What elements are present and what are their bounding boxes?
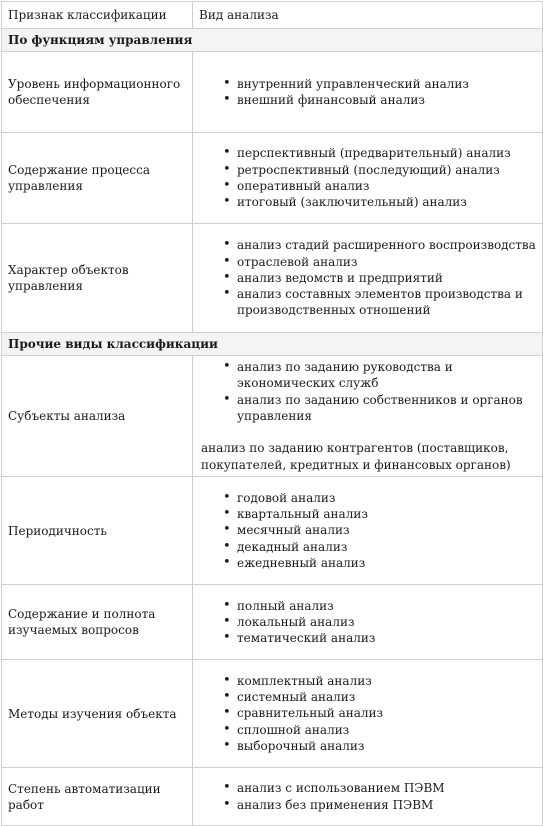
analysis-type-list (199, 359, 536, 424)
table-row (2, 356, 543, 477)
list-item: • полный анализ (223, 598, 536, 614)
table-row (2, 224, 543, 333)
table-row (2, 585, 543, 660)
table-row (2, 477, 543, 585)
analysis-types-cell (193, 660, 543, 768)
list-item: • сравнительный анализ (223, 705, 536, 721)
analysis-types-cell (193, 356, 543, 477)
criterion-label: Степень автоматизации работ (2, 768, 193, 826)
list-item: • месячный анализ (223, 522, 536, 538)
list-item: • внешний финансовый анализ (223, 92, 536, 108)
list-item: • годовой анализ (223, 490, 536, 506)
list-item: • выборочный анализ (223, 738, 536, 754)
analysis-type-list (199, 490, 536, 571)
list-item: • системный анализ (223, 689, 536, 705)
list-item: • итоговый (заключительный) анализ (223, 194, 536, 210)
table-row (2, 52, 543, 133)
criterion-label: Периодичность (2, 477, 193, 585)
criterion-label: Субъекты анализа (2, 356, 193, 477)
list-item: • ежедневный анализ (223, 555, 536, 571)
header-classification-criterion: Признак классификации (2, 2, 193, 29)
list-item: • ретроспективный (последующий) анализ (223, 162, 536, 178)
list-item: • оперативный анализ (223, 178, 536, 194)
list-item: • отраслевой анализ (223, 254, 536, 270)
analysis-type-list (199, 673, 536, 754)
analysis-type-list (199, 145, 536, 210)
analysis-type-extra: анализ по заданию контрагентов (поставщиков, покупателей, кредитных и финансовых органов) (201, 441, 511, 472)
analysis-types-cell (193, 52, 543, 133)
section-header-row (2, 333, 543, 356)
list-item: • перспективный (предварительный) анализ (223, 145, 536, 161)
table-row (2, 768, 543, 826)
list-item: • внутренний управленческий анализ (223, 76, 536, 92)
criterion-label: Характер объектов управления (2, 224, 193, 333)
section-title: По функциям управления (2, 29, 543, 52)
list-item: • квартальный анализ (223, 506, 536, 522)
list-item: • анализ по заданию руководства и экономических служб (223, 359, 536, 392)
list-item: • анализ с использованием ПЭВМ (223, 780, 536, 796)
section-title: Прочие виды классификации (2, 333, 543, 356)
list-item: • комплектный анализ (223, 673, 536, 689)
table-row (2, 660, 543, 768)
table-row (2, 133, 543, 224)
analysis-type-list (199, 780, 536, 813)
analysis-type-list (199, 598, 536, 647)
list-item: • анализ по заданию собственников и органов управления (223, 392, 536, 425)
list-item: • сплошной анализ (223, 722, 536, 738)
criterion-label: Содержание и полнота изучаемых вопросов (2, 585, 193, 660)
analysis-type-list (199, 76, 536, 109)
analysis-types-cell (193, 133, 543, 224)
list-item: • декадный анализ (223, 539, 536, 555)
classification-table (1, 1, 543, 826)
list-item: • анализ без применения ПЭВМ (223, 797, 536, 813)
header-analysis-type: Вид анализа (193, 2, 543, 29)
table-header-row (2, 2, 543, 29)
list-item: • локальный анализ (223, 614, 536, 630)
criterion-label: Содержание процесса управления (2, 133, 193, 224)
criterion-label: Уровень информационного обеспечения (2, 52, 193, 133)
list-item: • тематический анализ (223, 630, 536, 646)
list-item: • анализ ведомств и предприятий (223, 270, 536, 286)
analysis-types-cell (193, 768, 543, 826)
analysis-types-cell (193, 224, 543, 333)
list-item: • анализ составных элементов производства и производственных отношений (223, 286, 536, 319)
analysis-type-list (199, 237, 536, 318)
list-item: • анализ стадий расширенного воспроизводства (223, 237, 536, 253)
criterion-label: Методы изучения объекта (2, 660, 193, 768)
section-header-row (2, 29, 543, 52)
analysis-types-cell (193, 585, 543, 660)
analysis-types-cell (193, 477, 543, 585)
